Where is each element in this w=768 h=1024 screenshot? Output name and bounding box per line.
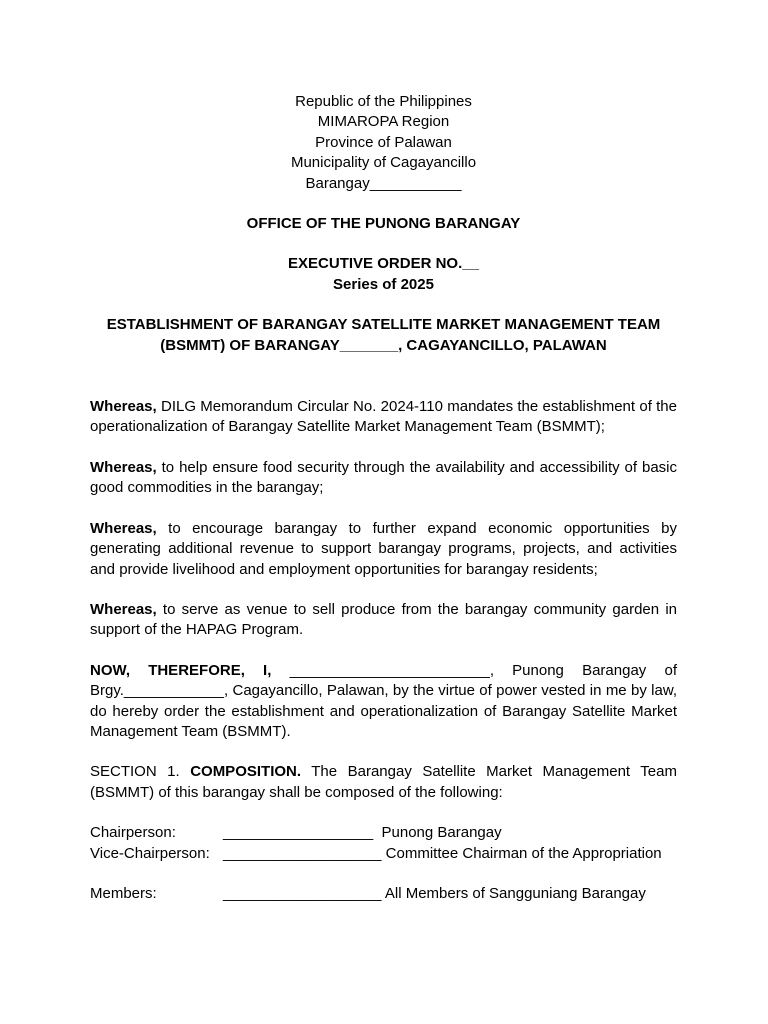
whereas-lead: Whereas, (90, 398, 157, 416)
header-municipality: Municipality of Cagayancillo (290, 154, 477, 172)
composition-row-vice-chairperson (90, 844, 677, 864)
composition-blank: ___________________ (223, 884, 382, 902)
composition-desc: All Members of Sangguniang Barangay (381, 884, 646, 902)
section-text: The Barangay Satellite Market Management Team (BSMMT) of this barangay shall be composed of the following: (90, 763, 677, 801)
composition-row-chairperson (90, 823, 677, 843)
order-series: Series of 2025 (333, 275, 434, 293)
whereas-lead: Whereas, (90, 600, 157, 618)
document-page (90, 92, 677, 904)
whereas-lead: Whereas, (90, 519, 157, 537)
order-title-line1: ESTABLISHMENT OF BARANGAY SATELLITE MARKET MANAGEMENT TEAM (106, 316, 661, 334)
now-therefore-clause (90, 661, 677, 743)
composition-blank: ___________________ (223, 844, 382, 862)
whereas-text: to help ensure food security through the availability and accessibility of basic good commodities in the barangay; (90, 458, 677, 497)
header-barangay: Barangay___________ (305, 174, 462, 192)
now-therefore-lead: NOW, THEREFORE, I, (90, 661, 272, 679)
composition-desc: Punong Barangay (373, 824, 502, 842)
whereas-text: to serve as venue to sell produce from the barangay community garden in support of the HAPAG Program. (90, 600, 677, 639)
composition-blank: __________________ (223, 824, 374, 842)
whereas-text: to encourage barangay to further expand economic opportunities by generating additional revenue to support barangay programs, projects, and activities and provide livelihood and employment opportunities for barangay residents; (90, 519, 677, 578)
composition-role: Chairperson: (90, 824, 176, 842)
whereas-lead: Whereas, (90, 458, 157, 476)
now-therefore-text: ________________________, Punong Barangay of Brgy.____________, Cagayancillo, Palawan, by the virtue of power vested in me by law, do hereby order the establishment and operationalization of Barangay Satellite Market Management Team (BSMMT). (90, 661, 678, 740)
composition-role: Members: (90, 884, 157, 902)
composition-row-members (90, 884, 677, 904)
composition-role: Vice-Chairperson: (90, 844, 210, 862)
header-republic: Republic of the Philippines (295, 93, 472, 110)
order-number: EXECUTIVE ORDER NO.__ (288, 255, 479, 273)
section-label: SECTION 1. (90, 763, 180, 781)
section-1 (90, 762, 677, 803)
whereas-clause-4 (90, 600, 677, 641)
whereas-clause-2 (90, 458, 677, 499)
whereas-clause-1 (90, 397, 677, 438)
letterhead (90, 92, 677, 194)
composition-desc: Committee Chairman of the Appropriation (381, 844, 662, 862)
whereas-clause-3 (90, 519, 677, 580)
order-title (90, 315, 677, 356)
office-heading: OFFICE OF THE PUNONG BARANGAY (246, 215, 521, 233)
whereas-text: DILG Memorandum Circular No. 2024-110 mandates the establishment of the operationalization of Barangay Satellite Market Management Team (BSMMT); (90, 398, 677, 436)
header-province: Province of Palawan (315, 133, 452, 151)
section-heading: COMPOSITION. (190, 763, 302, 781)
order-title-line2: (BSMMT) OF BARANGAY_______, CAGAYANCILLO, PALAWAN (160, 336, 607, 354)
header-region: MIMAROPA Region (317, 113, 450, 131)
